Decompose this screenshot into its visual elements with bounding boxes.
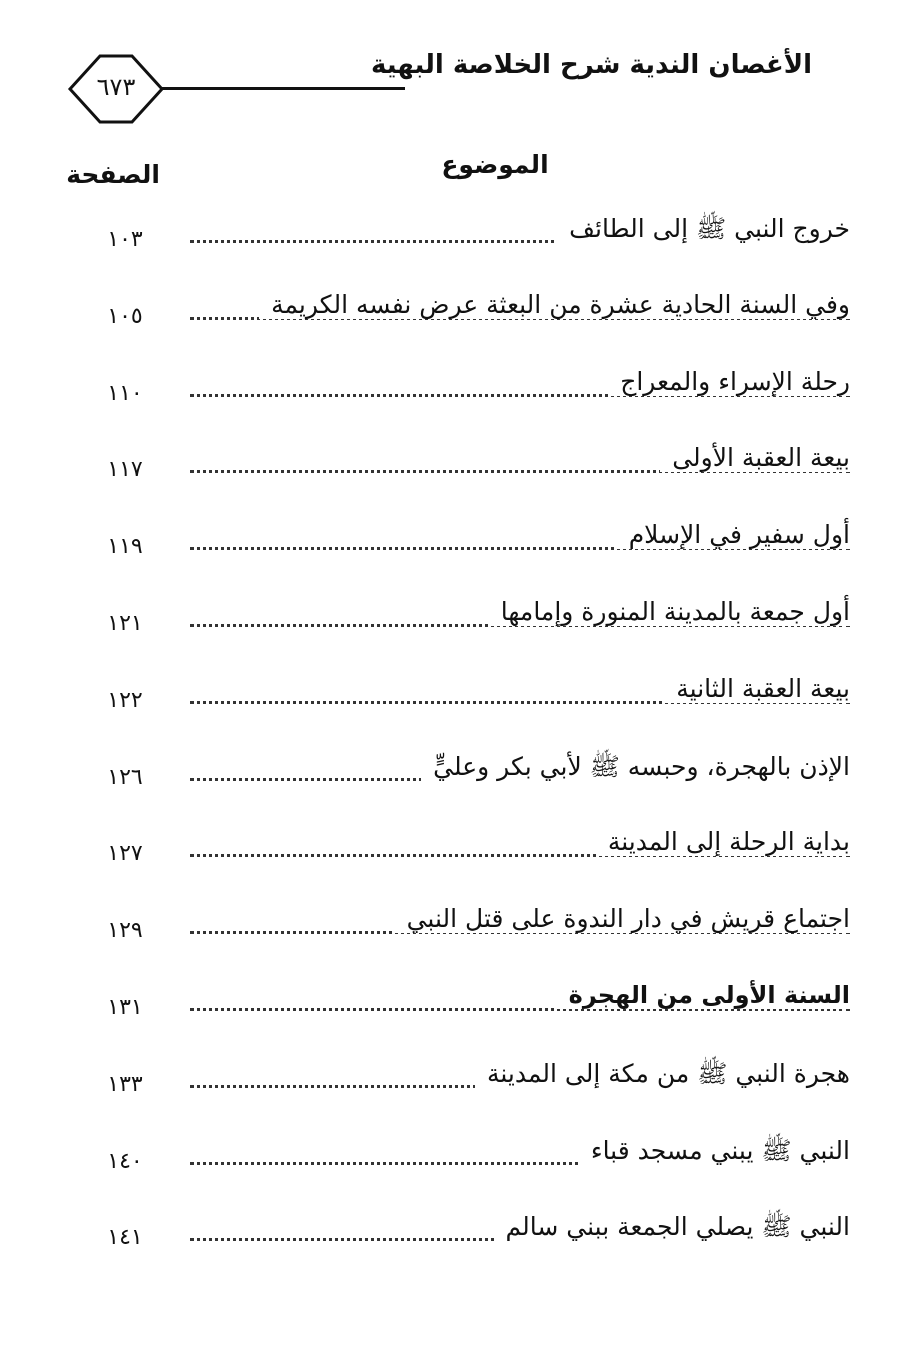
toc-entry-title: خروج النبي ﷺ إلى الطائف	[557, 213, 850, 250]
toc-entry[interactable]	[80, 359, 850, 436]
toc-entry[interactable]	[80, 589, 850, 666]
toc-entry-page: ١٢١	[107, 610, 143, 636]
toc-entry-title: اجتماع قريش في دار الندوة على قتل النبي	[395, 904, 850, 933]
page-header	[0, 0, 920, 130]
toc-entry-page: ١١٩	[107, 534, 143, 560]
header-rule	[160, 87, 405, 90]
toc-entry-page: ١٢٩	[107, 918, 143, 944]
toc-entry[interactable]	[80, 435, 850, 512]
toc-entry[interactable]	[80, 1203, 850, 1280]
toc-entry-title: بداية الرحلة إلى المدينة	[596, 827, 850, 856]
toc-entry-title: هجرة النبي ﷺ من مكة إلى المدينة	[475, 1058, 850, 1095]
toc-entry-page: ١٣١	[107, 994, 143, 1020]
toc-entry-page: ١٤٠	[107, 1148, 143, 1174]
toc-entry-page: ١٣٣	[107, 1071, 143, 1097]
page-column-heading: الصفحة	[66, 160, 160, 189]
toc-entry-title: رحلة الإسراء والمعراج	[608, 367, 850, 396]
toc-entry-page: ١٤١	[107, 1225, 143, 1251]
toc-entry-page: ١٢٧	[107, 841, 143, 867]
toc-entry[interactable]	[80, 205, 850, 282]
page-number: ٦٧٣	[96, 73, 136, 101]
toc-entry-page: ١٢٦	[107, 764, 143, 790]
toc-entry-title: النبي ﷺ يصلي الجمعة ببني سالم	[494, 1211, 851, 1248]
toc-entry[interactable]	[80, 896, 850, 973]
toc-entry-title: وفي السنة الحادية عشرة من البعثة عرض نفسه الكريمة	[259, 290, 850, 319]
toc-section-entry[interactable]	[80, 973, 850, 1050]
toc-section-title: السنة الأولى من الهجرة	[557, 981, 850, 1009]
toc-entry[interactable]	[80, 743, 850, 820]
toc-entry-title: الإذن بالهجرة، وحبسه ﷺ لأبي بكر وعليٍّ	[421, 751, 850, 788]
toc-entry-title: بيعة العقبة الأولى	[660, 443, 850, 472]
toc-entry[interactable]	[80, 666, 850, 743]
toc-entry[interactable]	[80, 282, 850, 359]
book-title: الأغصان الندية شرح الخلاصة البهية	[370, 50, 812, 80]
toc-entry[interactable]	[80, 819, 850, 896]
toc-entry[interactable]	[80, 512, 850, 589]
toc-entry[interactable]	[80, 1127, 850, 1204]
page-number-badge	[66, 52, 166, 126]
toc-entry-title: أول سفير في الإسلام	[617, 520, 850, 549]
toc-entry-page: ١٠٥	[107, 303, 143, 329]
toc-entry[interactable]	[80, 1050, 850, 1127]
toc-entry-title: أول جمعة بالمدينة المنورة وإمامها	[489, 597, 850, 626]
topic-column-heading: الموضوع	[441, 150, 549, 179]
toc-entry-title: النبي ﷺ يبني مسجد قباء	[579, 1135, 850, 1172]
toc-entry-page: ١٠٣	[107, 227, 143, 252]
toc-entry-page: ١٢٢	[107, 687, 143, 713]
toc-entry-page: ١١٧	[107, 457, 143, 483]
toc-entry-title: بيعة العقبة الثانية	[664, 674, 850, 703]
toc-entry-page: ١١٠	[107, 380, 143, 406]
toc-list	[80, 205, 850, 1280]
